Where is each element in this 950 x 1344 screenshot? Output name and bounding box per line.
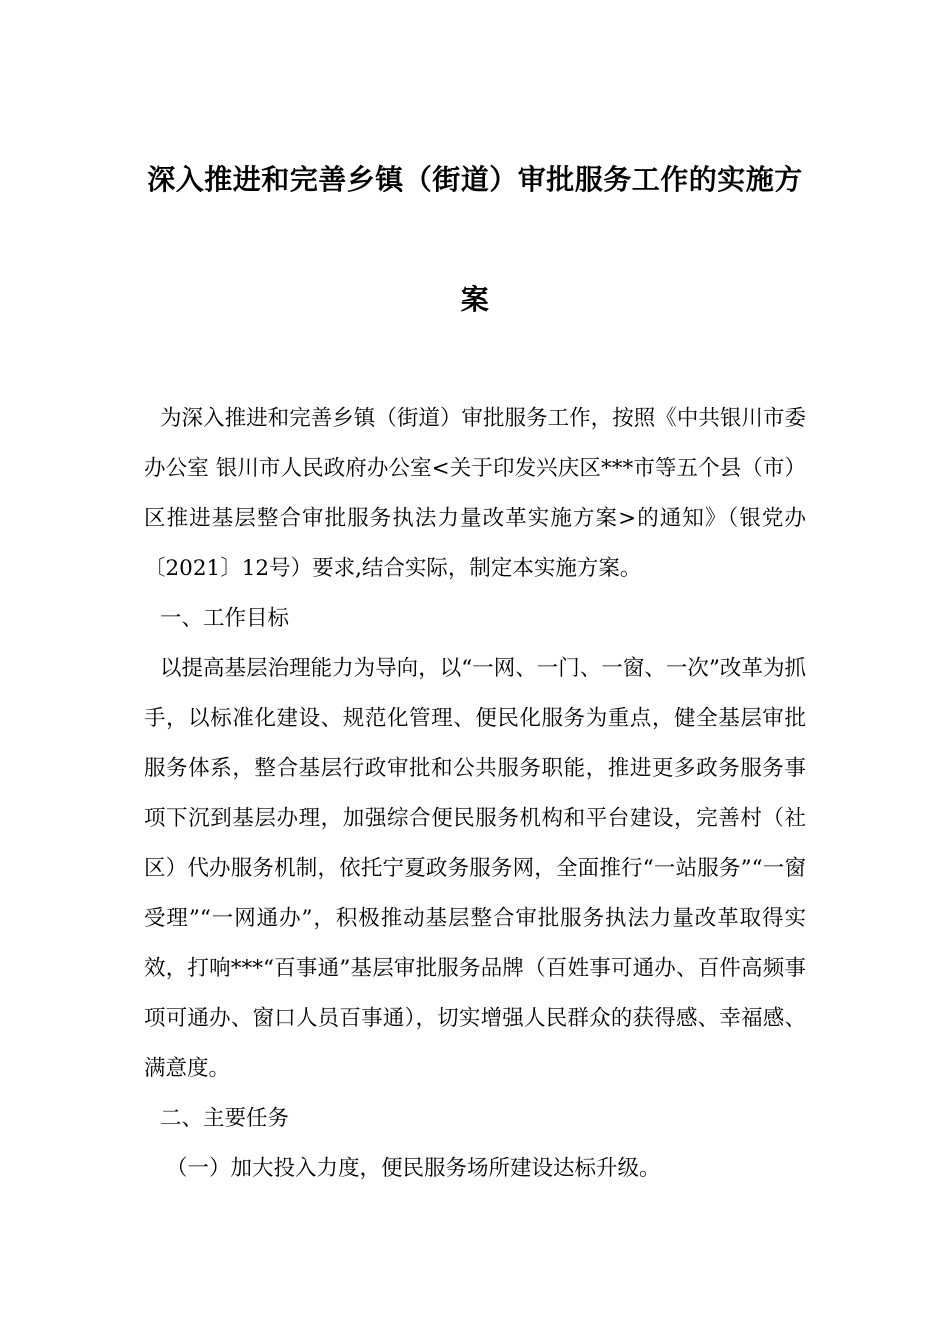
section-heading-goals: 一、工作目标	[160, 606, 290, 631]
intro-paragraph: 为深入推进和完善乡镇（街道）审批服务工作，按照《中共银川市委办公室 银川市人民政府办公室<关于印发兴庆区***市等五个县（市）区推进基层整合审批服务执法力量改革实施方案>的通知》（银党办〔2021〕12号）要求,结合实际，制定本实施方案。	[144, 406, 806, 581]
section-heading-tasks: 二、主要任务	[160, 1106, 290, 1131]
goals-paragraph: 以提高基层治理能力为导向，以“一网、一门、一窗、一次”改革为抓手，以标准化建设、规范化管理、便民化服务为重点，健全基层审批服务体系，整合基层行政审批和公共服务职能，推进更多政务服务事项下沉到基层办理，加强综合便民服务机构和平台建设，完善村（社区）代办服务机制，依托宁夏政务服务网，全面推行“一站服务”“一窗受理”“一网通办”，积极推动基层整合审批服务执法力量改革取得实效，打响***“百事通”基层审批服务品牌（百姓事可通办、百件高频事项可通办、窗口人员百事通），切实增强人民群众的获得感、幸福感、满意度。	[144, 656, 806, 1081]
subsection-heading-1: （一）加大投入力度，便民服务场所建设达标升级。	[166, 1156, 661, 1181]
document-title-line-2: 案	[460, 283, 490, 316]
document-title-line-1: 深入推进和完善乡镇（街道）审批服务工作的实施方	[147, 163, 803, 196]
document-body	[144, 394, 806, 1194]
